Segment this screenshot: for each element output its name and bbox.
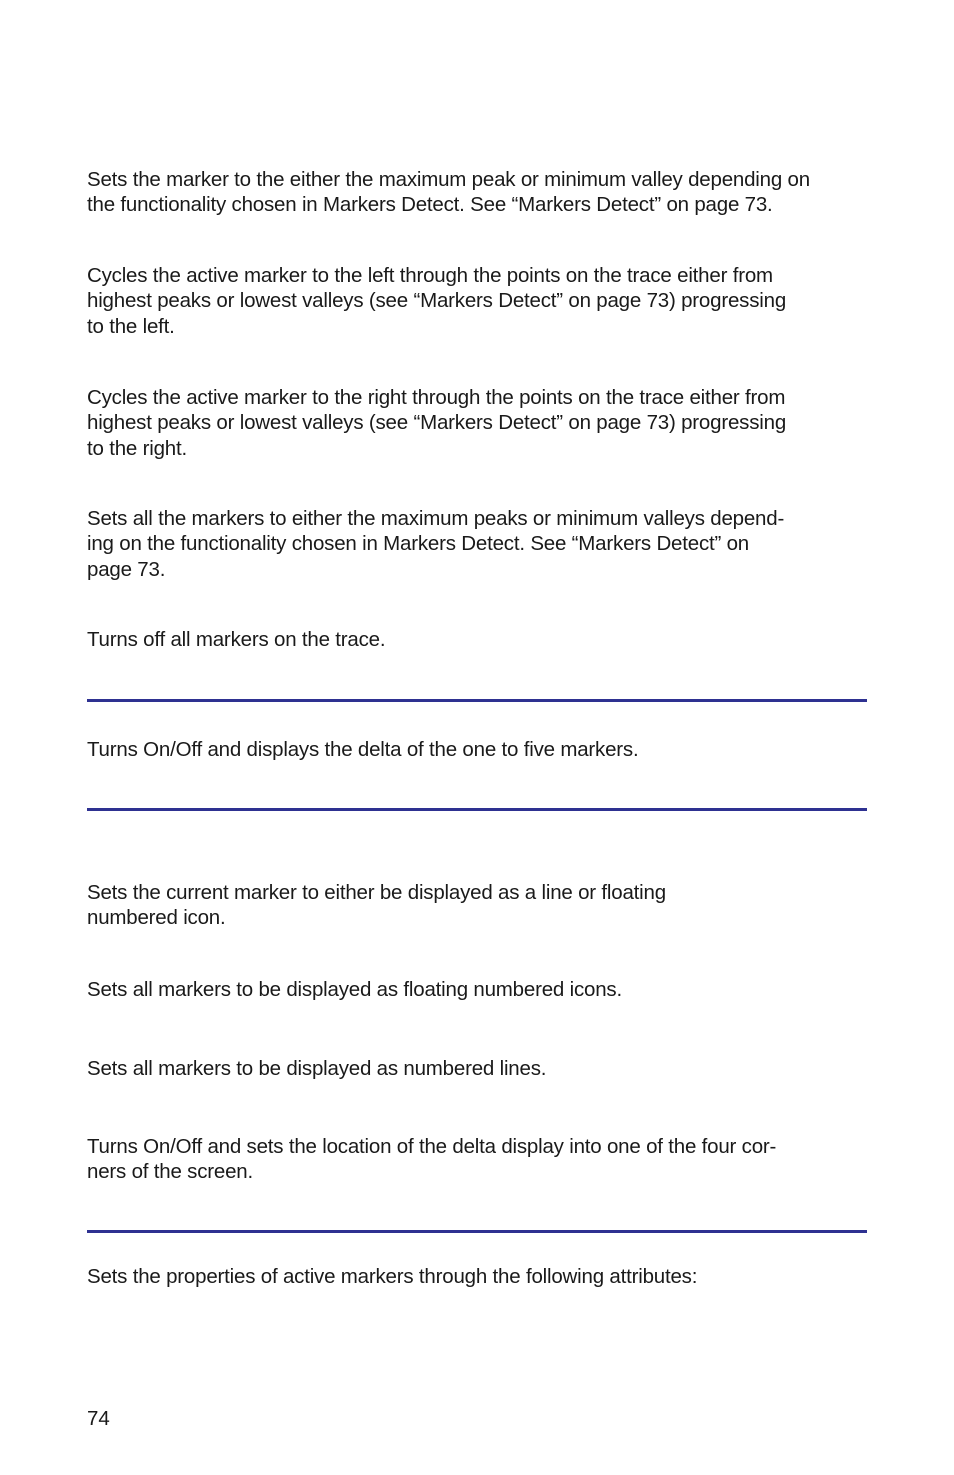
- next-peak-right-description: Cycles the active marker to the right through the points on the trace either from highest peaks or lowest valleys (see “Markers Detect” on page 73) progressing to the right.: [87, 386, 787, 460]
- section-divider: [87, 1230, 867, 1233]
- section-divider: [87, 699, 867, 702]
- delta-description: Turns On/Off and displays the delta of the one to five markers.: [87, 738, 639, 761]
- all-peaks-description: Sets all the markers to either the maximum peaks or minimum valleys depend- ing on the functionality chosen in Markers Detect. See “Markers Detect” on page 73.: [87, 507, 785, 581]
- next-peak-left-description: Cycles the active marker to the left through the points on the trace either from highest peaks or lowest valleys (see “Markers Detect” on page 73) progressing to the left.: [87, 264, 787, 338]
- marker-display-description: Sets the current marker to either be displayed as a line or floating numbered icon.: [87, 881, 666, 930]
- all-markers-off-description: Turns off all markers on the trace.: [87, 628, 386, 651]
- delta-location-description: Turns On/Off and sets the location of the delta display into one of the four cor- ners of the screen.: [87, 1135, 777, 1184]
- all-lines-description: Sets all markers to be displayed as numbered lines.: [87, 1057, 547, 1080]
- all-icons-description: Sets all markers to be displayed as floating numbered icons.: [87, 978, 622, 1001]
- marker-properties-description: Sets the properties of active markers through the following attributes:: [87, 1265, 698, 1288]
- page-number: 74: [87, 1407, 110, 1430]
- peak-search-description: Sets the marker to the either the maximum peak or minimum valley depending on the functionality chosen in Markers Detect. See “Markers Detect” on page 73.: [87, 168, 810, 217]
- section-divider: [87, 808, 867, 811]
